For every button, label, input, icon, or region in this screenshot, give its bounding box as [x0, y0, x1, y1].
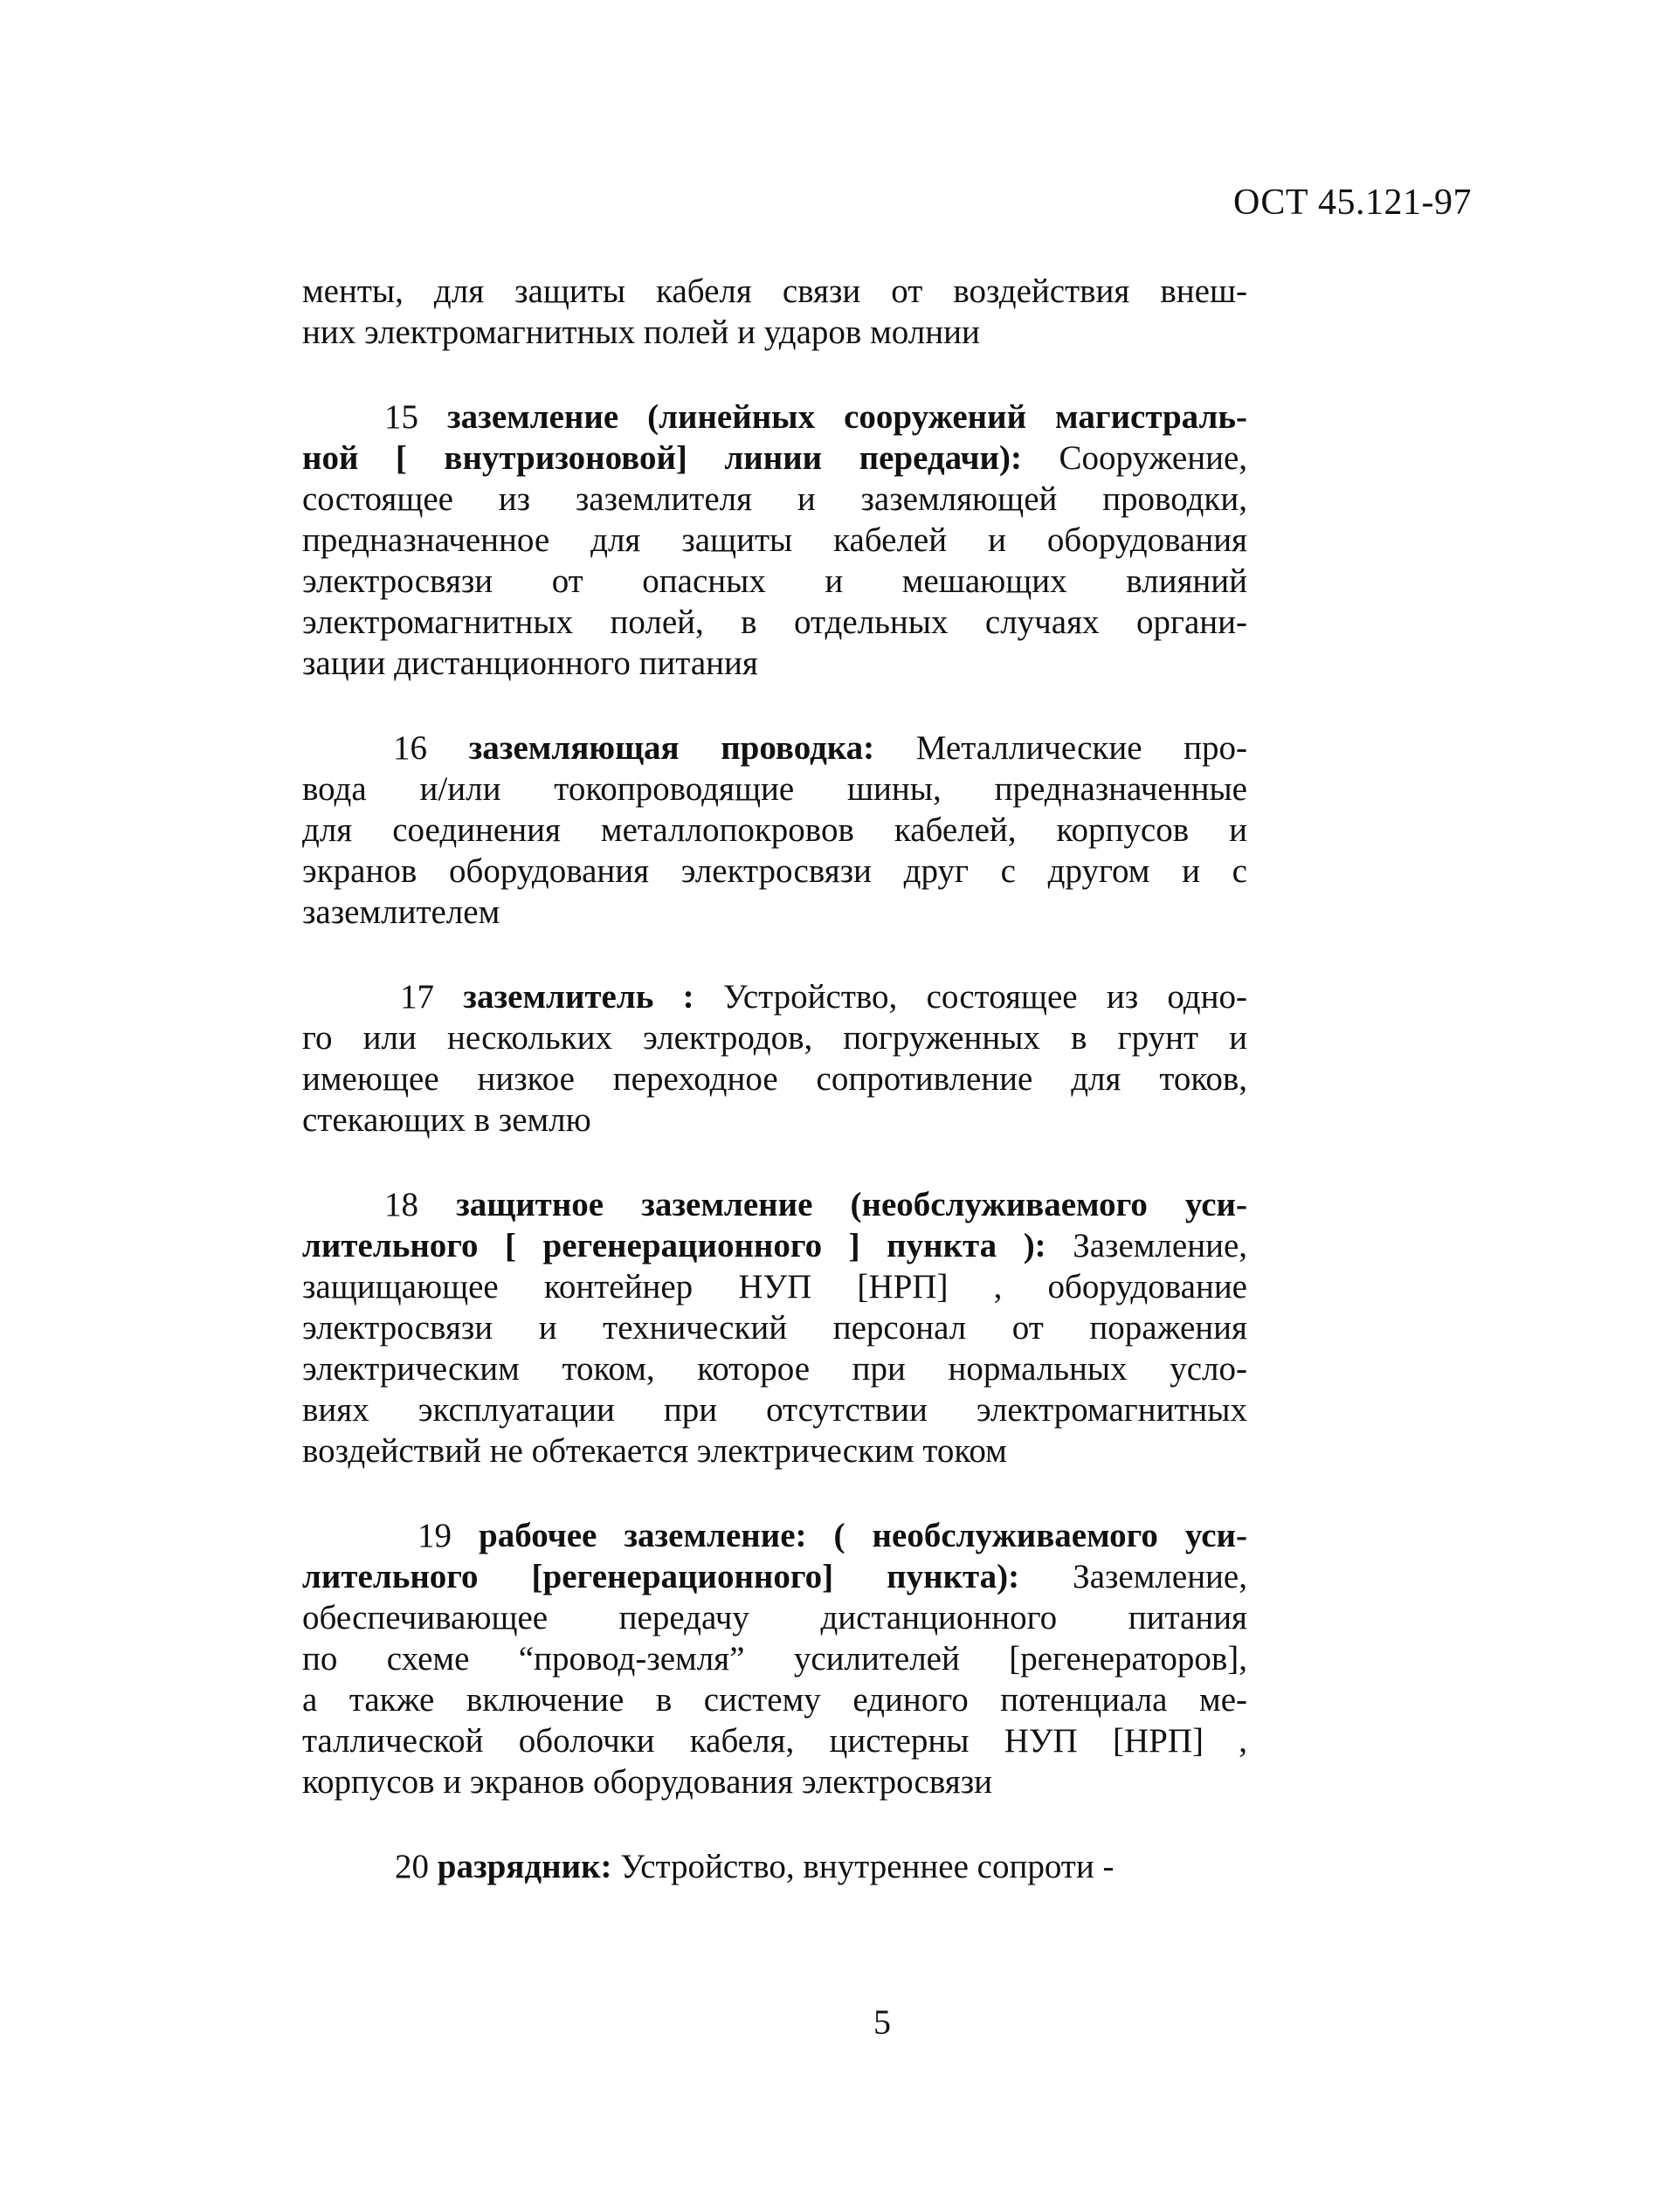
document-body	[302, 271, 1247, 1887]
text-line: а также включение в систему единого потенциала ме-	[302, 1681, 1247, 1719]
term-heading: лительного [регенерационного] пункта):	[302, 1558, 1020, 1595]
text-line	[302, 727, 1247, 768]
text-line: электрическим током, которое при нормальных усло-	[302, 1350, 1247, 1388]
text-line: виях эксплуатации при отсутствии электромагнитных	[302, 1391, 1247, 1429]
text-line: го или нескольких электродов, погруженных в грунт и	[302, 1019, 1247, 1057]
text-line: них электромагнитных полей и ударов молнии	[302, 314, 980, 351]
text-line: по схеме “провод-земля” усилителей [регенераторов],	[302, 1640, 1247, 1678]
text-line	[302, 1184, 1247, 1225]
term-entry-17	[302, 976, 1247, 1140]
term-entry-20	[302, 1846, 1247, 1887]
text-line: таллической оболочки кабеля, цистерны НУП [НРП] ,	[302, 1722, 1247, 1760]
text-line: состоящее из заземлителя и заземляющей проводки,	[302, 480, 1247, 518]
term-entry-15	[302, 396, 1247, 684]
term-entry-18	[302, 1184, 1247, 1471]
text-line: защищающее контейнер НУП [НРП] , оборудование	[302, 1268, 1247, 1306]
text-line: зации дистанционного питания	[302, 644, 758, 682]
term-entry-16	[302, 727, 1247, 933]
text-line	[302, 1515, 1247, 1556]
term-heading: заземляющая проводка:	[468, 729, 875, 767]
term-number: 19	[418, 1517, 452, 1554]
text-line: воздействий не обтекается электрическим током	[302, 1432, 1007, 1470]
text-line	[302, 976, 1247, 1017]
term-heading: лительного [ регенерационного ] пункта ):	[302, 1227, 1046, 1264]
term-definition: Сооружение,	[1059, 439, 1248, 477]
term-heading: разрядник:	[437, 1848, 612, 1885]
text-line: предназначенное для защиты кабелей и оборудования	[302, 521, 1247, 559]
text-line: заземлителем	[302, 893, 500, 931]
term-number: 20	[395, 1848, 429, 1885]
text-line: экранов оборудования электросвязи друг с другом и с	[302, 852, 1247, 890]
term-definition: Заземление,	[1073, 1558, 1247, 1595]
text-line: стекающих в землю	[302, 1101, 591, 1139]
document-code: ОСТ 45.121-97	[1233, 183, 1472, 223]
text-line: для соединения металлопокровов кабелей, корпусов и	[302, 811, 1247, 849]
term-number: 18	[384, 1186, 418, 1223]
text-line: обеспечивающее передачу дистанционного питания	[302, 1599, 1247, 1637]
text-line	[302, 1225, 1247, 1266]
term-entry-19	[302, 1515, 1247, 1802]
text-line: вода и/или токопроводящие шины, предназначенные	[302, 770, 1247, 808]
text-line: имеющее низкое переходное сопротивление для токов,	[302, 1060, 1247, 1098]
term-heading: заземление (линейных сооружений магистраль-	[446, 398, 1248, 436]
text-line	[302, 1556, 1247, 1597]
term-heading: защитное заземление (необслуживаемого уси-	[456, 1186, 1248, 1223]
page-number: 5	[873, 2002, 891, 2042]
text-line	[302, 1846, 1247, 1887]
text-line: менты, для защиты кабеля связи от воздействия внеш-	[302, 272, 1247, 310]
term-definition: Устройство, внутреннее сопроти -	[620, 1848, 1115, 1885]
term-definition: Металлические про-	[915, 729, 1247, 767]
term-number: 15	[384, 398, 418, 436]
text-line	[302, 396, 1247, 438]
term-heading: заземлитель :	[463, 978, 694, 1016]
text-line: корпусов и экранов оборудования электросвязи	[302, 1763, 992, 1801]
term-number: 16	[393, 729, 427, 767]
term-definition: Устройство, состоящее из одно-	[722, 978, 1248, 1016]
text-line: электромагнитных полей, в отдельных случаях органи-	[302, 603, 1247, 641]
term-heading: ной [ внутризоновой] линии передачи):	[302, 439, 1022, 477]
term-definition: Заземление,	[1073, 1227, 1248, 1264]
text-line: электросвязи и технический персонал от поражения	[302, 1309, 1247, 1347]
text-line: электросвязи от опасных и мешающих влияний	[302, 562, 1247, 600]
text-line	[302, 438, 1247, 479]
term-number: 17	[400, 978, 434, 1016]
term-heading: рабочее заземление: ( необслуживаемого уси-	[479, 1517, 1247, 1554]
intro-paragraph	[302, 271, 1247, 353]
